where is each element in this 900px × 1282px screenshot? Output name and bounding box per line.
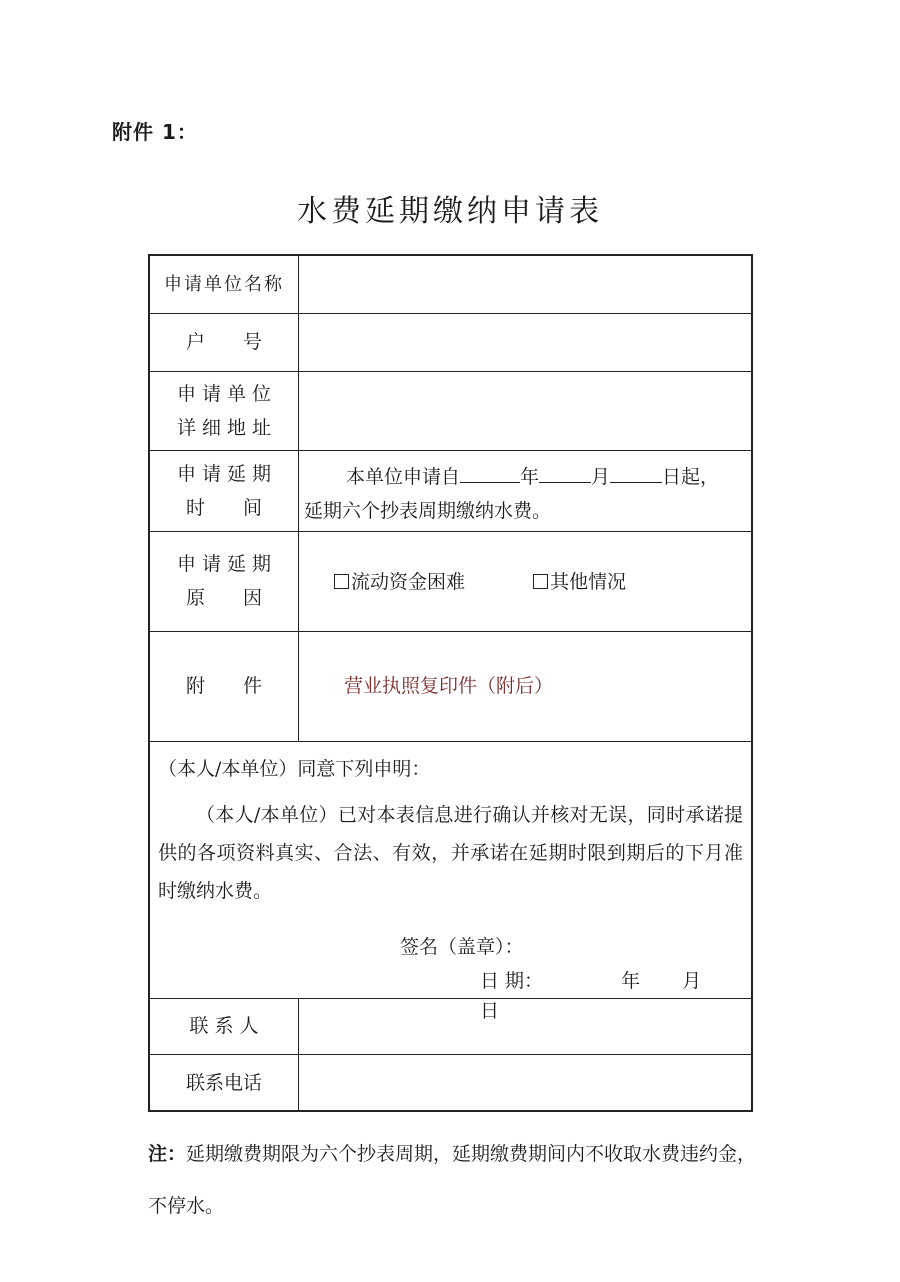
date-year-unit: 年: [621, 970, 641, 992]
reason-options: [300, 565, 751, 605]
period-prefix-text: 本单位申请自: [346, 466, 461, 488]
attachment-number-label: 附件 1：: [112, 120, 198, 144]
period-year-unit: 年: [520, 466, 540, 488]
date-day-unit: 日: [480, 1000, 500, 1022]
declaration-body: （本人/本单位）已对本表信息进行确认并核对无误，同时承诺提供的各项资料真实、合法、有效，并承诺在延期时限到期后的下月准时缴纳水费。: [158, 804, 743, 902]
date-label: 日 期：: [480, 970, 544, 992]
unit-name-field[interactable]: [300, 256, 751, 313]
attachment-row-value: 营业执照复印件（附后）: [344, 675, 554, 697]
reason-label-cell: [150, 531, 298, 631]
checkbox-icon[interactable]: [533, 574, 548, 589]
period-month-blank[interactable]: [539, 460, 591, 483]
contact-person-field[interactable]: [300, 998, 751, 1054]
contact-phone-field[interactable]: [300, 1054, 751, 1112]
period-label-line2: 时 间: [185, 496, 262, 519]
address-label-line1: 申 请 单 位: [176, 382, 272, 405]
column-divider: [298, 998, 299, 1112]
period-field: [300, 460, 751, 530]
declaration-intro: （本人/本单位）同意下列申明：: [158, 758, 431, 780]
account-label-cell: [150, 313, 298, 371]
address-field[interactable]: [300, 371, 751, 450]
signature-label: 签名（盖章）：: [400, 936, 524, 958]
contact-phone-label: 联系电话: [185, 1072, 262, 1094]
address-label-line2: 详 细 地 址: [176, 416, 272, 439]
period-line2: 延期六个抄表周期缴纳水费。: [304, 500, 552, 522]
address-label-cell: [150, 371, 298, 450]
unit-name-label-cell: [150, 256, 298, 313]
row-divider: [150, 741, 751, 742]
column-divider: [298, 256, 299, 741]
reason-label-line1: 申 请 延 期: [176, 553, 272, 575]
period-day-unit: 日起，: [662, 466, 720, 488]
contact-person-label: 联 系 人: [189, 1015, 259, 1037]
attachment-row-label: 附 件: [185, 675, 262, 697]
reason-option-other[interactable]: [533, 571, 626, 593]
contact-phone-label-cell: [150, 1054, 298, 1112]
date-month-unit: 月: [682, 970, 702, 992]
reason-option-2-label: 其他情况: [550, 571, 627, 593]
reason-option-1-label: 流动资金困难: [351, 571, 466, 593]
reason-option-cash-flow[interactable]: [334, 571, 471, 593]
period-label-line1: 申 请 延 期: [176, 462, 272, 485]
period-year-blank[interactable]: [460, 460, 520, 483]
footnote: [148, 1128, 768, 1232]
attachment-row-label-cell: [150, 631, 298, 741]
period-day-blank[interactable]: [610, 460, 662, 483]
period-label-cell: [150, 450, 298, 531]
footnote-prefix: 注：: [148, 1143, 187, 1165]
period-month-unit: 月: [591, 466, 611, 488]
period-line1: [304, 460, 751, 494]
unit-name-label: 申请单位名称: [164, 273, 284, 295]
contact-person-label-cell: [150, 998, 298, 1054]
application-form-table: [148, 254, 753, 1112]
document-title: 水费延期缴纳申请表: [297, 194, 603, 229]
account-number-label: 户 号: [185, 331, 262, 353]
footnote-text: 延期缴费期限为六个抄表周期，延期缴费期间内不收取水费违约金，不停水。: [148, 1143, 757, 1217]
account-number-field[interactable]: [300, 313, 751, 371]
checkbox-icon[interactable]: [334, 574, 349, 589]
reason-label-line2: 原 因: [185, 587, 262, 609]
